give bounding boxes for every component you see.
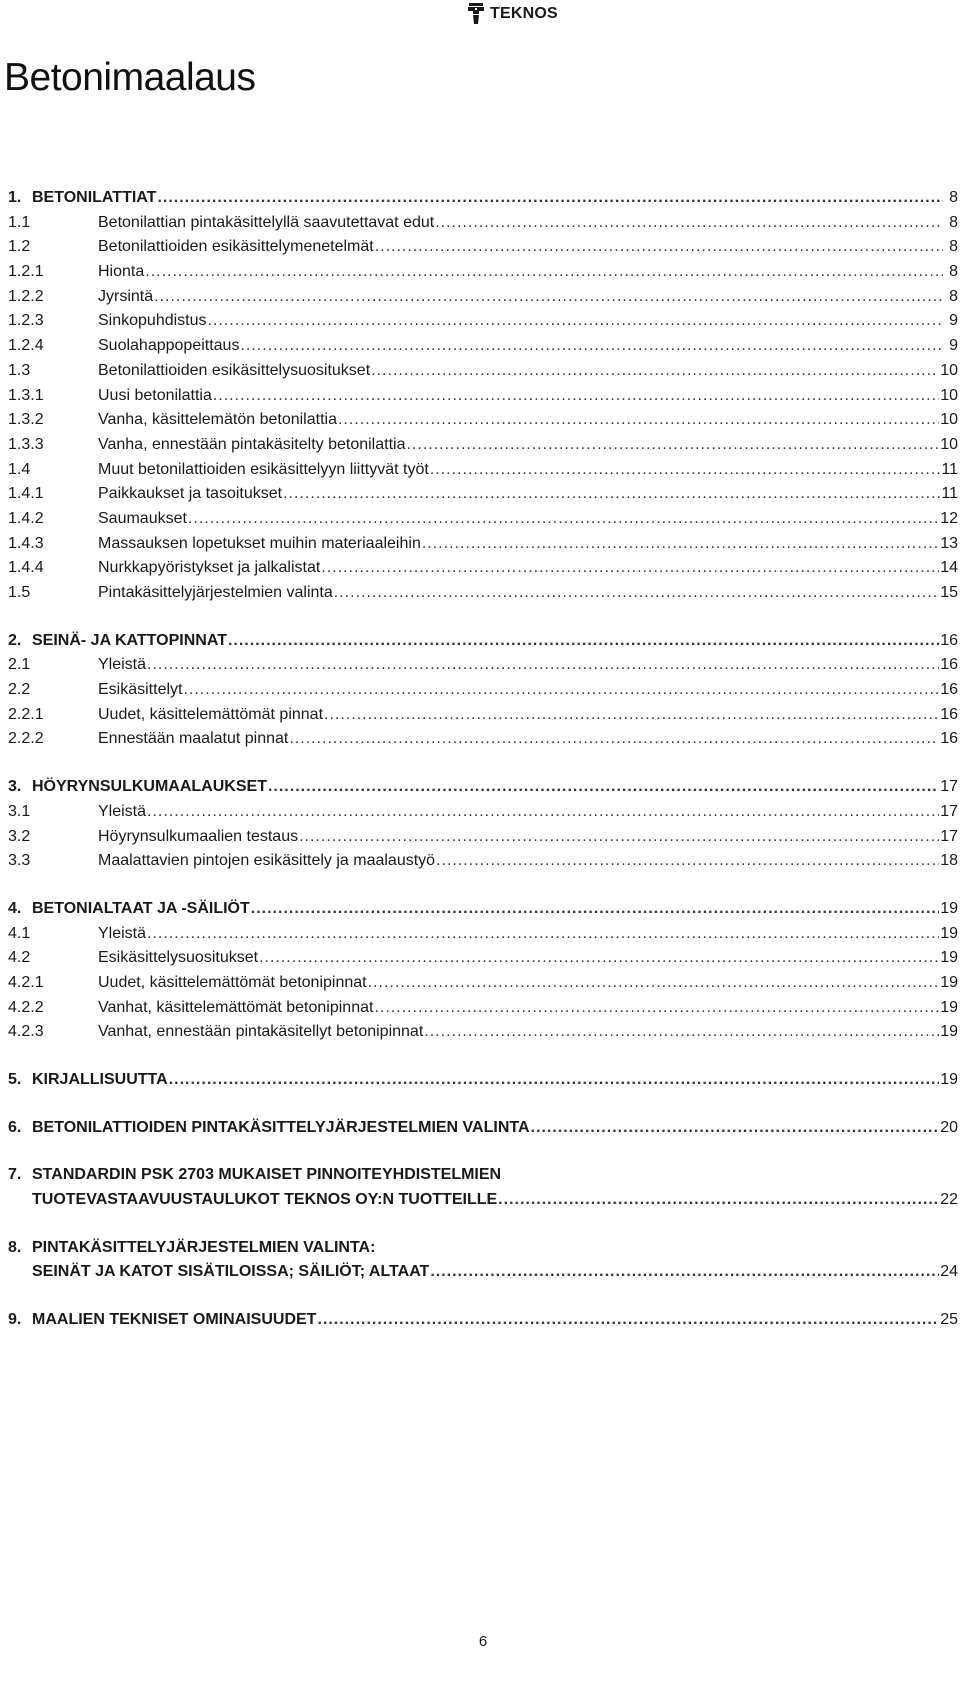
- toc-entry-title: Pintakäsittelyjärjestelmien valinta: [98, 584, 333, 601]
- toc-section: [8, 1163, 958, 1212]
- toc-dot-leader: [228, 629, 939, 654]
- toc-entry[interactable]: [8, 922, 958, 947]
- toc-entry-title: PINTAKÄSITTELYJÄRJESTELMIEN VALINTA:: [32, 1238, 376, 1256]
- toc-entry[interactable]: [8, 458, 958, 483]
- toc-dot-leader: [424, 1020, 939, 1045]
- toc-dot-leader: [324, 703, 939, 728]
- brand-name: TEKNOS: [490, 5, 558, 22]
- toc-dot-leader: [317, 1308, 939, 1333]
- toc-heading-entry[interactable]: [8, 629, 958, 654]
- toc-dot-leader: [283, 482, 940, 507]
- toc-entry-page: 19: [940, 949, 958, 967]
- toc-entry[interactable]: [8, 678, 958, 703]
- toc-entry-page: 10: [940, 386, 958, 404]
- toc-entry-title: Esikäsittelysuositukset: [98, 949, 259, 967]
- toc-entry-title: Vanha, ennestään pintakäsitelty betonilattia: [98, 435, 406, 453]
- toc-entry-title: SEINÄ- JA KATTOPINNAT: [32, 631, 227, 649]
- toc-entry-number: 1.3.2: [8, 411, 44, 429]
- toc-entry-page: 8: [949, 287, 958, 305]
- toc-dot-leader: [436, 849, 939, 874]
- toc-entry-page: 17: [940, 827, 958, 845]
- toc-entry-title: Sinkopuhdistus: [98, 312, 207, 330]
- toc-heading-entry[interactable]: [8, 1308, 958, 1333]
- toc-entry-number: 4.2.1: [8, 973, 44, 991]
- toc-dot-leader: [147, 800, 939, 825]
- toc-entry-page: 16: [940, 631, 958, 649]
- toc-entry-page: 19: [940, 998, 958, 1016]
- toc-dot-leader: [498, 1188, 939, 1213]
- toc-heading-entry[interactable]: [8, 1163, 958, 1188]
- toc-entry-number: 3.3: [8, 852, 31, 870]
- toc-entry-page: 24: [940, 1263, 958, 1281]
- toc-entry-page: 17: [940, 802, 958, 820]
- toc-dot-leader: [259, 946, 939, 971]
- toc-entry-title: Hionta: [98, 263, 145, 281]
- toc-entry[interactable]: [8, 800, 958, 825]
- toc-heading-entry[interactable]: [8, 1116, 958, 1141]
- toc-entry-number: 1.2: [8, 238, 31, 256]
- toc-entry-number: 1.2.3: [8, 312, 44, 330]
- toc-dot-leader: [213, 384, 939, 409]
- toc-entry[interactable]: [8, 309, 958, 334]
- toc-entry[interactable]: [8, 532, 958, 557]
- toc-entry[interactable]: [8, 825, 958, 850]
- toc-dot-leader: [208, 309, 943, 334]
- toc-dot-leader: [183, 678, 939, 703]
- toc-entry[interactable]: [8, 556, 958, 581]
- toc-dot-leader: [169, 1068, 940, 1093]
- toc-entry[interactable]: [8, 260, 958, 285]
- toc-entry-page: 10: [940, 361, 958, 379]
- toc-entry-number: 9.: [8, 1311, 22, 1329]
- toc-entry-page: 10: [940, 411, 958, 429]
- toc-dot-leader: [375, 235, 943, 260]
- toc-entry-title: Jyrsintä: [98, 287, 154, 305]
- toc-entry-number: 1.4.3: [8, 534, 44, 552]
- toc-dot-leader: [268, 775, 939, 800]
- toc-dot-leader: [371, 359, 939, 384]
- toc-entry[interactable]: [8, 703, 958, 728]
- toc-entry-title: Suolahappopeittaus: [98, 337, 240, 355]
- toc-dot-leader: [406, 433, 939, 458]
- toc-section: [8, 1308, 958, 1333]
- toc-entry-number: 6.: [8, 1118, 22, 1136]
- toc-entry-number: 1.4: [8, 460, 31, 478]
- toc-entry-number: 1.4.1: [8, 485, 44, 503]
- toc-entry-page: 17: [940, 778, 958, 796]
- toc-entry-page: 15: [940, 584, 958, 601]
- toc-entry-page: 16: [940, 730, 958, 748]
- toc-entry-page: 9: [949, 312, 958, 330]
- toc-entry[interactable]: [8, 996, 958, 1021]
- toc-entry-number: 5.: [8, 1071, 22, 1088]
- toc-entry-page: 9: [949, 337, 958, 355]
- toc-dot-leader: [422, 532, 939, 557]
- toc-entry-page: 20: [940, 1118, 958, 1136]
- toc-heading-entry[interactable]: [8, 186, 958, 211]
- toc-section: [8, 775, 958, 874]
- toc-dot-leader: [299, 825, 939, 850]
- toc-entry-number: 1.3.3: [8, 435, 44, 453]
- toc-entry-page: 10: [940, 435, 958, 453]
- toc-entry[interactable]: [8, 849, 958, 874]
- toc-entry-title: Uusi betonilattia: [98, 386, 212, 404]
- toc-entry-page: 19: [940, 924, 958, 942]
- toc-entry-number: 1.3: [8, 361, 31, 379]
- toc-entry-title: Ennestään maalatut pinnat: [98, 730, 289, 748]
- toc-dot-leader: [338, 408, 939, 433]
- toc-entry-title: Yleistä: [98, 924, 147, 942]
- toc-entry-title: Paikkaukset ja tasoitukset: [98, 485, 283, 503]
- toc-entry-title: Yleistä: [98, 656, 147, 674]
- toc-dot-leader: [145, 260, 943, 285]
- toc-entry-title: Vanha, käsittelemätön betonilattia: [98, 411, 337, 429]
- toc-entry-number: 1.4.4: [8, 559, 44, 577]
- toc-entry-number: 1.5: [8, 584, 31, 601]
- toc-entry-number: 3.1: [8, 802, 31, 820]
- toc-entry-title: Betonilattioiden esikäsittelymenetelmät: [98, 238, 374, 256]
- toc-entry-page: 18: [940, 852, 958, 870]
- toc-entry[interactable]: [8, 482, 958, 507]
- toc-heading-entry[interactable]: [8, 897, 958, 922]
- toc-entry-page: 8: [949, 238, 958, 256]
- toc-dot-leader: [157, 186, 943, 211]
- toc-dot-leader: [154, 285, 943, 310]
- toc-entry[interactable]: [8, 408, 958, 433]
- toc-entry[interactable]: [8, 285, 958, 310]
- toc-entry[interactable]: [8, 235, 958, 260]
- toc-entry-number: 8.: [8, 1238, 22, 1256]
- toc-entry-page: 11: [941, 460, 958, 478]
- toc-entry-number: 2.: [8, 631, 22, 649]
- toc-entry[interactable]: [8, 334, 958, 359]
- toc-entry-title: TUOTEVASTAAVUUSTAULUKOT TEKNOS OY:N TUOTTEILLE: [32, 1191, 498, 1209]
- toc-entry-page: 19: [940, 1071, 958, 1088]
- toc-entry-page: 22: [940, 1191, 958, 1209]
- toc-dot-leader: [430, 1260, 939, 1285]
- toc-entry-title: Uudet, käsittelemättömät betonipinnat: [98, 973, 367, 991]
- toc-section: [8, 186, 958, 606]
- toc-dot-leader: [374, 996, 939, 1021]
- toc-entry-number: 2.2: [8, 681, 31, 699]
- toc-heading-entry[interactable]: [8, 775, 958, 800]
- toc-section: [8, 1068, 958, 1093]
- toc-entry-page: 8: [949, 263, 958, 281]
- toc-dot-leader: [147, 922, 939, 947]
- toc-section: [8, 629, 958, 752]
- toc-entry-title: BETONILATTIAT: [32, 189, 157, 206]
- toc-dot-leader: [289, 727, 939, 752]
- toc-entry-page: 12: [940, 509, 958, 527]
- toc-entry[interactable]: [8, 433, 958, 458]
- toc-entry-title: Esikäsittelyt: [98, 681, 183, 699]
- toc-entry-title: Nurkkapyöristykset ja jalkalistat: [98, 559, 321, 577]
- toc-entry-title: Vanhat, käsittelemättömät betonipinnat: [98, 998, 374, 1016]
- toc-entry-title: STANDARDIN PSK 2703 MUKAISET PINNOITEYHDISTELMIEN: [32, 1166, 502, 1184]
- toc-entry[interactable]: [8, 507, 958, 532]
- toc-entry-page: 11: [941, 485, 958, 503]
- toc-entry-page: 16: [940, 681, 958, 699]
- toc-heading-entry[interactable]: [8, 1236, 958, 1261]
- toc-dot-leader: [334, 581, 939, 606]
- toc-entry-number: 1.: [8, 189, 22, 206]
- toc-entry-number: 2.2.2: [8, 730, 44, 748]
- toc-heading-entry[interactable]: [8, 1068, 958, 1093]
- toc-entry-title: Vanhat, ennestään pintakäsitellyt betonipinnat: [98, 1023, 424, 1041]
- teknos-brush-icon: [466, 2, 486, 26]
- toc-entry[interactable]: [8, 384, 958, 409]
- toc-entry-page: 19: [940, 973, 958, 991]
- toc-dot-leader: [531, 1116, 940, 1141]
- toc-entry-number: 1.2.2: [8, 287, 44, 305]
- toc-entry-page: 8: [949, 189, 958, 206]
- toc-entry[interactable]: [8, 727, 958, 752]
- toc-entry-title: Muut betonilattioiden esikäsittelyyn liittyvät työt: [98, 460, 429, 478]
- toc-entry-title: Saumaukset: [98, 509, 187, 527]
- toc-entry-number: 7.: [8, 1166, 22, 1184]
- toc-entry-number: 4.: [8, 899, 22, 917]
- toc-entry-title: Höyrynsulkumaalien testaus: [98, 827, 299, 845]
- toc-entry[interactable]: [8, 211, 958, 236]
- toc-entry-number: 1.1: [8, 213, 31, 231]
- toc-entry-number: 4.2.2: [8, 998, 44, 1016]
- toc-entry[interactable]: [8, 581, 958, 606]
- table-of-contents: [8, 186, 958, 1356]
- toc-entry-number: 1.2.1: [8, 263, 44, 281]
- toc-entry-page: 19: [940, 899, 958, 917]
- toc-entry-number: 4.1: [8, 924, 31, 942]
- toc-dot-leader: [240, 334, 943, 359]
- toc-entry-page: 25: [940, 1311, 958, 1329]
- brand-logo: [466, 2, 558, 26]
- toc-entry-title: Uudet, käsittelemättömät pinnat: [98, 705, 324, 723]
- toc-entry-page: 8: [949, 213, 958, 231]
- toc-dot-leader: [251, 897, 939, 922]
- toc-entry-page: 14: [940, 559, 958, 577]
- toc-section: [8, 1116, 958, 1141]
- toc-entry[interactable]: [8, 946, 958, 971]
- toc-entry-number: 1.3.1: [8, 386, 44, 404]
- toc-entry[interactable]: [8, 359, 958, 384]
- toc-entry-page: 16: [940, 656, 958, 674]
- toc-dot-leader: [188, 507, 939, 532]
- toc-entry-title: Yleistä: [98, 802, 147, 820]
- toc-entry-number: 2.1: [8, 656, 31, 674]
- toc-entry-page: 13: [940, 534, 958, 552]
- toc-heading-entry[interactable]: [8, 1188, 958, 1213]
- toc-entry-title: HÖYRYNSULKUMAALAUKSET: [32, 778, 267, 796]
- page-number: 6: [478, 1633, 488, 1650]
- toc-entry-page: 19: [940, 1023, 958, 1041]
- toc-dot-leader: [430, 458, 941, 483]
- page-title: Betonimaalaus: [4, 56, 256, 99]
- toc-dot-leader: [435, 211, 943, 236]
- toc-entry-number: 3.2: [8, 827, 31, 845]
- toc-section: [8, 897, 958, 1045]
- toc-entry-number: 3.: [8, 778, 22, 796]
- toc-entry-number: 1.4.2: [8, 509, 44, 527]
- toc-entry-number: 2.2.1: [8, 705, 44, 723]
- toc-entry-title: Maalattavien pintojen esikäsittely ja maalaustyö: [98, 852, 436, 870]
- toc-section: [8, 1236, 958, 1285]
- toc-dot-leader: [321, 556, 939, 581]
- toc-entry-title: Betonilattioiden esikäsittelysuositukset: [98, 361, 371, 379]
- toc-entry-title: BETONILATTIOIDEN PINTAKÄSITTELYJÄRJESTELMIEN VALINTA: [32, 1118, 530, 1136]
- toc-entry-number: 4.2: [8, 949, 31, 967]
- toc-entry-title: BETONIALTAAT JA -SÄILIÖT: [32, 899, 250, 917]
- toc-entry-title: Betonilattian pintakäsittelyllä saavutettavat edut: [98, 213, 435, 231]
- toc-heading-entry[interactable]: [8, 1260, 958, 1285]
- toc-entry[interactable]: [8, 971, 958, 996]
- toc-entry[interactable]: [8, 653, 958, 678]
- toc-entry-number: 1.2.4: [8, 337, 44, 355]
- toc-dot-leader: [368, 971, 940, 996]
- toc-entry-title: SEINÄT JA KATOT SISÄTILOISSA; SÄILIÖT; ALTAAT: [32, 1263, 430, 1281]
- toc-dot-leader: [147, 653, 939, 678]
- toc-entry[interactable]: [8, 1020, 958, 1045]
- toc-entry-number: 4.2.3: [8, 1023, 44, 1041]
- toc-entry-title: Massauksen lopetukset muihin materiaaleihin: [98, 534, 421, 552]
- toc-entry-page: 16: [940, 705, 958, 723]
- toc-entry-title: MAALIEN TEKNISET OMINAISUUDET: [32, 1311, 317, 1329]
- toc-entry-title: KIRJALLISUUTTA: [32, 1071, 168, 1088]
